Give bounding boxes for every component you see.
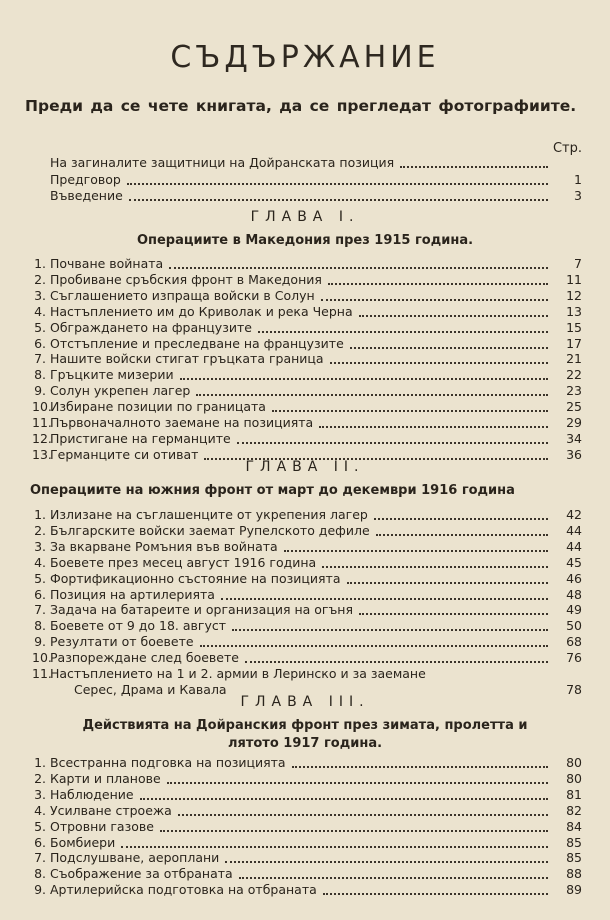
entry-number: 5. [34,818,46,834]
toc-entry [0,507,610,523]
entry-text: Почване войната [50,256,164,271]
entry-page: 81 [566,786,582,802]
dot-leader [350,347,548,349]
entry-page: 42 [566,507,582,522]
subtitle-note: Преди да се чете книгата, да се прегледат фотографиите. [25,97,577,115]
entry-text: Пробиване сръбския фронт в Македония [50,271,322,287]
chapter-title: Действията на Дойранския фронт през зимата, пролетта и [82,718,528,733]
entry-number: 10. [32,399,52,415]
entry-text: Първоначалното заемане на позицията [50,415,314,430]
dot-leader [292,766,548,768]
entry-page: 12 [566,287,582,303]
entry-text: Разпореждане след боевете [50,650,239,666]
entry-number: 9. [34,383,46,399]
entry-number: 3. [34,786,46,802]
entry-number: 4. [34,303,46,319]
toc-entry [0,602,610,618]
entry-number: 3. [34,538,46,554]
entry-number: 2. [34,770,46,786]
dot-leader [323,893,548,895]
chapter-heading: ГЛАВА I. [250,209,360,225]
dot-leader [200,645,548,647]
chapter-title: Операциите на южния фронт от март до декември 1916 година [30,483,515,498]
entry-text: Гръцките мизерии [50,367,174,383]
entry-page: 50 [566,618,582,634]
toc-entry [0,634,610,650]
dot-leader [328,283,548,285]
dot-leader [121,846,548,848]
toc-entry [0,256,610,272]
entry-text: Съображение за отбраната [50,866,233,882]
entry-number: 8. [34,866,46,882]
toc-entry [0,866,610,882]
entry-text: Артилерийска подготовка на отбраната [50,882,317,898]
entry-page: 17 [566,335,582,351]
entry-text: На загиналите защитници на Дойранската позиция [50,155,395,170]
entry-number: 6. [34,834,46,850]
entry-text: Излизане на съглашенците от укрепения лагер [50,507,368,522]
dot-leader [239,877,548,879]
entry-page: 44 [566,522,582,538]
page-title: СЪДЪРЖАНИЕ [170,40,440,75]
chapter-title: Операциите в Македония през 1915 година. [136,233,474,248]
toc-entry [0,351,610,367]
dot-leader [322,566,548,568]
entry-page: 85 [566,850,582,866]
dot-leader [321,299,548,301]
entry-number: 1. [34,755,46,770]
entry-number: 2. [34,271,46,287]
entry-page: 11 [566,271,582,287]
toc-entry [0,835,610,851]
entry-text: Избиране позиции по границата [50,399,266,415]
toc-entry [0,320,610,336]
dot-leader [196,394,548,396]
entry-page: 44 [566,538,582,554]
entry-page: 84 [566,818,582,834]
toc-entry [0,367,610,383]
toc-entry [0,415,610,431]
dot-leader [400,166,548,168]
entry-page: 13 [566,303,582,319]
entry-number: 4. [34,802,46,818]
entry-text: Отровни газове [50,818,154,834]
entry-number: 8. [34,618,46,634]
entry-number: 6. [34,586,46,602]
toc-entry [0,172,610,188]
entry-number: 2. [34,522,46,538]
toc-entry [0,288,610,304]
toc-entry [0,304,610,320]
toc-entry [0,571,610,587]
entry-text: За вкарване Ромъния във войната [50,538,278,554]
toc-entry [0,336,610,352]
toc-entry [0,882,610,898]
dot-leader [160,830,548,832]
entry-page: 48 [566,586,582,602]
entry-text: Карти и планове [50,770,161,786]
entry-number: 5. [34,570,46,586]
toc-entry [0,650,610,666]
dot-leader [232,629,548,631]
toc-entry [0,399,610,415]
toc-entry [0,850,610,866]
toc-entry [0,755,610,771]
toc-entry [0,618,610,634]
entry-text: Наблюдение [50,786,134,802]
entry-page: 85 [566,834,582,850]
entry-text: Нашите войски стигат гръцката граница [50,351,324,367]
chapter-heading: ГЛАВА II. [245,459,365,475]
dot-leader [221,598,548,600]
dot-leader [258,331,548,333]
entry-text: Боевете от 9 до 18. август [50,618,227,634]
dot-leader [245,661,548,663]
dot-leader [330,362,548,364]
entry-number: 7. [34,602,46,618]
entry-text: Германците си отиват [50,446,199,462]
dot-leader [129,199,548,201]
entry-text: Предговор [50,172,121,187]
toc-entry [0,155,610,171]
dot-leader [272,410,548,412]
chapter-title-line-2: лятото 1917 година. [227,736,383,751]
toc-entry [0,523,610,539]
dot-leader [169,267,548,269]
entry-text: Въведение [50,188,123,203]
entry-number: 9. [34,882,46,898]
toc-entry [0,787,610,803]
entry-number: 5. [34,319,46,335]
entry-number: 7. [34,850,46,866]
entry-page: 29 [566,415,582,430]
toc-entry [0,272,610,288]
entry-page: 21 [566,351,582,367]
entry-page: 78 [566,681,582,697]
entry-text: Отстъпление и преследване на французите [50,335,344,351]
entry-number: 1. [34,256,46,271]
entry-number: 8. [34,367,46,383]
entry-number: 6. [34,335,46,351]
toc-entry [0,819,610,835]
entry-page: 49 [566,602,582,618]
entry-number: 7. [34,351,46,367]
dot-leader [374,518,548,520]
entry-text: Фортификационно състояние на позицията [50,570,341,586]
entry-number: 1. [34,507,46,522]
entry-number: 13. [32,446,52,462]
entry-number: 3. [34,287,46,303]
entry-text: Серес, Драма и Кавала [74,681,227,697]
dot-leader [319,426,548,428]
entry-page: 89 [566,882,582,898]
dot-leader [359,613,548,615]
entry-text: Боевете през месец август 1916 година [50,554,317,570]
entry-page: 80 [566,770,582,786]
entry-text: Усилване строежа [50,802,172,818]
entry-page: 45 [566,554,582,570]
entry-page: 1 [574,172,582,187]
dot-leader [284,550,548,552]
toc-entry [0,587,610,603]
entry-text: Позиция на артилерията [50,586,215,602]
entry-number: 9. [34,634,46,650]
toc-entry [0,555,610,571]
entry-text: Настъплението им до Криволак и река Черна [50,303,353,319]
dot-leader [359,315,548,317]
entry-page: 23 [566,383,582,399]
entry-page: 76 [566,650,582,666]
entry-page: 25 [566,399,582,415]
entry-page: 36 [566,446,582,462]
toc-entry [0,771,610,787]
entry-text: Съглашението изпраща войски в Солун [50,287,315,303]
entry-number: 11. [32,666,52,681]
entry-number: 10. [32,650,52,666]
entry-text: Всестранна подговка на позицията [50,755,286,770]
entry-page: 68 [566,634,582,650]
entry-text: Българските войски заемат Рупелското дефиле [50,522,370,538]
chapter-heading: ГЛАВА III. [240,694,370,710]
entry-text: Обграждането на французите [50,319,252,335]
entry-page: 22 [566,367,582,383]
entry-page: 88 [566,866,582,882]
dot-leader [376,534,548,536]
entry-text: Солун укрепен лагер [50,383,191,399]
toc-entry [0,539,610,555]
entry-number: 12. [32,430,52,446]
toc-entry [0,383,610,399]
entry-text: Резултати от боевете [50,634,194,650]
entry-text: Пристигане на германците [50,430,231,446]
entry-text: Бомбиери [50,834,116,850]
entry-page: 46 [566,570,582,586]
entry-text: Настъплението на 1 и 2. армии в Леринско и за заемане [50,666,426,681]
toc-entry [0,431,610,447]
dot-leader [140,798,548,800]
dot-leader [167,782,548,784]
entry-page: 80 [566,755,582,770]
entry-text: Подслушване, аероплани [50,850,220,866]
entry-page: 3 [574,188,582,203]
entry-text: Задача на батареите и организация на огъня [50,602,353,618]
toc-entry [0,666,610,682]
dot-leader [180,378,548,380]
entry-number: 11. [32,415,52,430]
toc-entry [0,803,610,819]
toc-entry [0,188,610,204]
page-column-label: Стр. [552,141,582,156]
entry-page: 7 [574,256,582,271]
dot-leader [237,442,548,444]
dot-leader [347,582,548,584]
entry-page: 34 [566,430,582,446]
dot-leader [178,814,548,816]
dot-leader [225,861,548,863]
entry-number: 4. [34,554,46,570]
entry-page: 82 [566,802,582,818]
dot-leader [127,183,548,185]
entry-page: 15 [566,319,582,335]
